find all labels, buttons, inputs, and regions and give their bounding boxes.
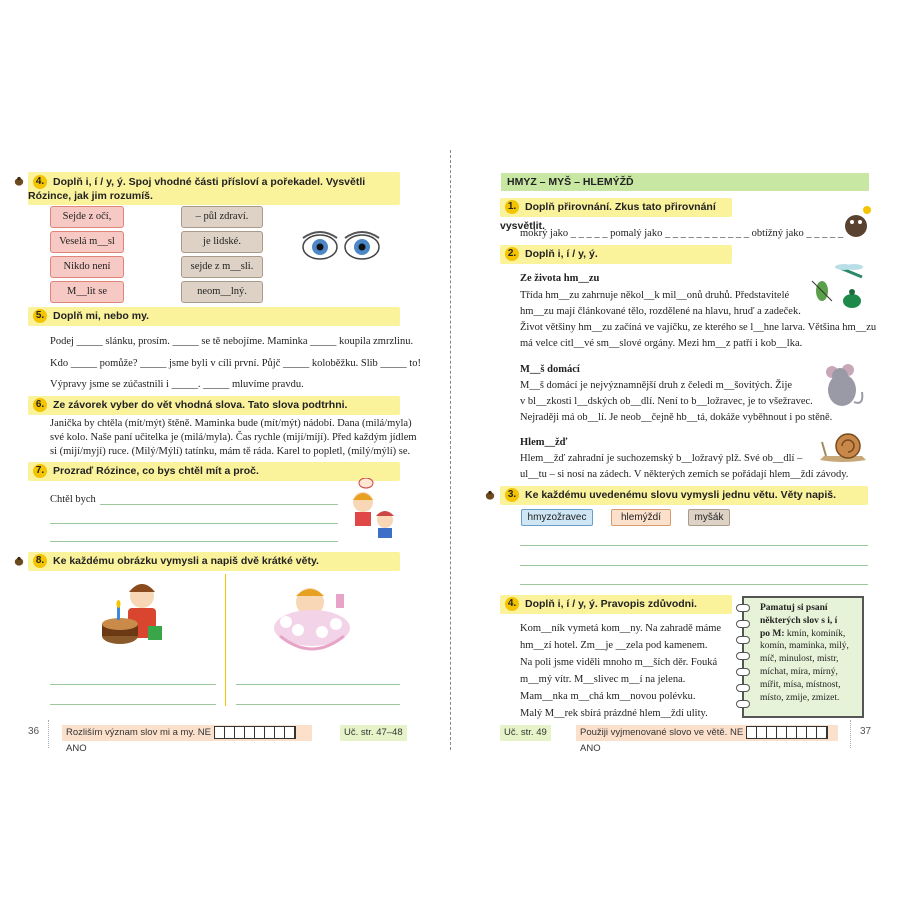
task-number: 4. bbox=[33, 175, 47, 189]
footer-yes: ANO bbox=[66, 743, 87, 754]
task-number: 8. bbox=[33, 554, 47, 568]
exercise-line: Janička by chtěla (mít/mýt) štěně. Maminka bude (mít/mýt) nádobí. Dana (milá/myla) bbox=[50, 418, 412, 429]
remember-note bbox=[742, 596, 864, 718]
snail-illustration bbox=[818, 430, 868, 466]
chapter-header: HMYZ – MYŠ – HLEMÝŽĎ bbox=[501, 173, 869, 191]
task-instruction: Ze závorek vyber do vět vhodná slova. Tato slova podtrhni. bbox=[53, 399, 348, 411]
word-hlemyzdi: hlemýždí bbox=[611, 509, 671, 526]
footer-text: Použiji vyjmenované slovo ve větě. bbox=[580, 727, 728, 738]
spiral-ring bbox=[736, 620, 750, 628]
task-number: 6. bbox=[33, 398, 47, 412]
exercise-line: hm__zu mají článkované tělo, rozdělené na hlavu, hruď a zadeček. bbox=[520, 306, 801, 317]
note-line bbox=[760, 628, 856, 641]
task-instruction: Doplň mi, nebo my. bbox=[53, 310, 150, 322]
note-line: mířit, mísa, místnost, bbox=[760, 679, 841, 690]
footer-text: Rozliším význam slov mi a my. bbox=[66, 727, 196, 738]
task-2-heading bbox=[500, 245, 732, 264]
exercise-line: M__š domácí je nejvýznamnější druh z čeledi m__šovitých. Žije bbox=[520, 380, 793, 391]
proverb-left-3[interactable]: Nikdo není bbox=[50, 256, 124, 278]
writing-line[interactable] bbox=[520, 545, 868, 546]
proverb-right-4[interactable]: neom__lný. bbox=[181, 281, 263, 303]
task-1-heading bbox=[500, 198, 732, 232]
page-number: 36 bbox=[28, 726, 40, 737]
note-title: Pamatuj si psaní bbox=[760, 603, 828, 613]
textbook-reference: Uč. str. 47–48 bbox=[340, 725, 407, 741]
exercise-line: má velce citl__vé sm__slové orgány. Mezi hm__z patří i kob__lka. bbox=[520, 338, 803, 349]
proverb-left-4[interactable]: M__lit se bbox=[50, 281, 124, 303]
task-number: 4. bbox=[505, 597, 519, 611]
task-instruction: Ke každému obrázku vymysli a napiš dvě krátké věty. bbox=[53, 555, 319, 567]
exercise-line: ul__tu – si nosí na zádech. V některých zemích se pořádají hlem__ždí závody. bbox=[520, 469, 849, 480]
spiral-ring bbox=[736, 700, 750, 708]
spiral-ring bbox=[736, 636, 750, 644]
task-number: 2. bbox=[505, 247, 519, 261]
sentence-start: Chtěl bych bbox=[50, 494, 96, 505]
proverb-right-3[interactable]: sejde z m__sli. bbox=[181, 256, 263, 278]
task-instruction: Doplň i, í / y, ý. bbox=[525, 248, 598, 260]
word-hmyzozravec: hmyzožravec bbox=[521, 509, 593, 526]
paragraph-title: Ze života hm__zu bbox=[520, 273, 600, 284]
spiral-ring bbox=[736, 604, 750, 612]
paragraph-title: M__š domácí bbox=[520, 364, 580, 375]
insects-illustration bbox=[808, 263, 868, 311]
note-title: některých slov s i, í bbox=[760, 615, 838, 626]
exercise-line: Mam__nka m__chá km__novou polévku. bbox=[520, 691, 696, 702]
task-number: 3. bbox=[505, 488, 519, 502]
exercise-line: Podej _____ slánku, prosím. _____ se tě nebojíme. Maminka _____ koupila zmrzlinu. bbox=[50, 336, 414, 347]
note-line: míč, minulost, mistr, bbox=[760, 654, 839, 665]
task-number: 7. bbox=[33, 464, 47, 478]
note-word: kmín, kominík, bbox=[786, 628, 846, 639]
task-instruction: Prozraď Rózince, co bys chtěl mít a proč. bbox=[53, 465, 259, 477]
exercise-line: Na poli jsme viděli mnoho m__ších děr. Fouká bbox=[520, 657, 718, 668]
self-assessment-bar bbox=[576, 725, 838, 754]
spiral-ring bbox=[736, 668, 750, 676]
spiral-ring bbox=[736, 652, 750, 660]
word-mysak: myšák bbox=[688, 509, 730, 526]
footer-no: NE bbox=[729, 727, 744, 738]
writing-line[interactable] bbox=[520, 584, 868, 585]
task-4-heading bbox=[500, 595, 732, 614]
proverb-right-1[interactable]: – půl zdraví. bbox=[181, 206, 263, 228]
exercise-line: mokrý jako _ _ _ _ _ pomalý jako _ _ _ _ _ _ _ _ _ _ _ obtížný jako _ _ _ _ _ bbox=[520, 228, 844, 239]
page-number: 37 bbox=[860, 726, 872, 737]
note-title: po M: bbox=[760, 628, 785, 639]
paragraph-title: Hlem__žď bbox=[520, 437, 568, 448]
exercise-line: Malý M__rek sbírá prázdné hlem__ždí ulity. bbox=[520, 708, 708, 719]
proverb-left-2[interactable]: Veselá m__sl bbox=[50, 231, 124, 253]
footer-no: NE bbox=[197, 727, 211, 738]
exercise-line: Nejraději má ob__lí. Je neob__čejně hb__tá, dokáže vyběhnout i po stěně. bbox=[520, 412, 833, 423]
writing-line[interactable] bbox=[520, 565, 868, 566]
exercise-line: Kdo _____ pomůže? _____ jsme byli v cíli první. Půjč _____ koloběžku. Slib _____ to! bbox=[50, 358, 421, 369]
note-line: komín, maminka, milý, bbox=[760, 641, 849, 652]
note-line: míchat, míra, mírný, bbox=[760, 666, 838, 677]
footer-yes: ANO bbox=[580, 743, 601, 754]
exercise-line: své kolo. Naše paní učitelka je (milá/myla). Čas rychle (mijí/míjí). Před každým jídlem bbox=[50, 432, 417, 443]
exercise-line: Život většiny hm__zu začíná ve vajíčku, ze kterého se l__hne larva. Většina hm__zu bbox=[520, 322, 877, 333]
rating-scale[interactable] bbox=[746, 726, 828, 739]
exercise-line: v bl__zkosti l__dských ob__dlí. Není to b__ložravec, je to všežravec. bbox=[520, 396, 813, 407]
task-3-heading bbox=[500, 486, 868, 505]
exercise-line: Hlem__žď zahradní je suchozemský b__ložravý plž. Své ob__dlí – bbox=[520, 453, 803, 464]
footer-divider bbox=[850, 720, 851, 748]
task-instruction: Doplň i, í / y, ý. Pravopis zdůvodni. bbox=[525, 598, 697, 610]
textbook-reference: Uč. str. 49 bbox=[500, 725, 551, 741]
task-number: 5. bbox=[33, 309, 47, 323]
task-instruction: Doplň přirovnání. Zkus tato přirovnání vysvětlit. bbox=[500, 201, 716, 232]
exercise-line: m__mý vítr. M__slivec m__í na jelena. bbox=[520, 674, 686, 685]
task-instruction: Ke každému uvedenému slovu vymysli jednu větu. Věty napiš. bbox=[525, 489, 837, 501]
spiral-ring bbox=[736, 684, 750, 692]
task-number: 1. bbox=[505, 200, 519, 214]
exercise-line: hm__zí hotel. Zm__je __zela pod kamenem. bbox=[520, 640, 708, 651]
proverb-left-1[interactable]: Sejde z očí, bbox=[50, 206, 124, 228]
note-line: místo, zmije, zmizet. bbox=[760, 692, 840, 703]
exercise-line: Kom__ník vymetá kom__ny. Na zahradě máme bbox=[520, 623, 722, 634]
proverb-right-2[interactable]: je lidské. bbox=[181, 231, 263, 253]
mole-illustration bbox=[842, 204, 872, 238]
mouse-illustration bbox=[818, 362, 864, 410]
exercise-line: si (mijí/myjí) ruce. (Milý/Mýlí) tatínku, mám tě ráda. Karel to popletl, (milý/mýlí) se. bbox=[50, 446, 411, 457]
exercise-line: Třída hm__zu zahrnuje někol__k mil__onů druhů. Představitelé bbox=[520, 290, 790, 301]
exercise-line: Výpravy jsme se zúčastnili i _____. _____ mluvíme pravdu. bbox=[50, 379, 304, 390]
beetle-icon bbox=[485, 490, 495, 500]
task-instruction: Doplň i, í / y, ý. Spoj vhodné části přísloví a pořekadel. Vysvětli Rózince, jak jim rozumíš. bbox=[28, 176, 366, 203]
